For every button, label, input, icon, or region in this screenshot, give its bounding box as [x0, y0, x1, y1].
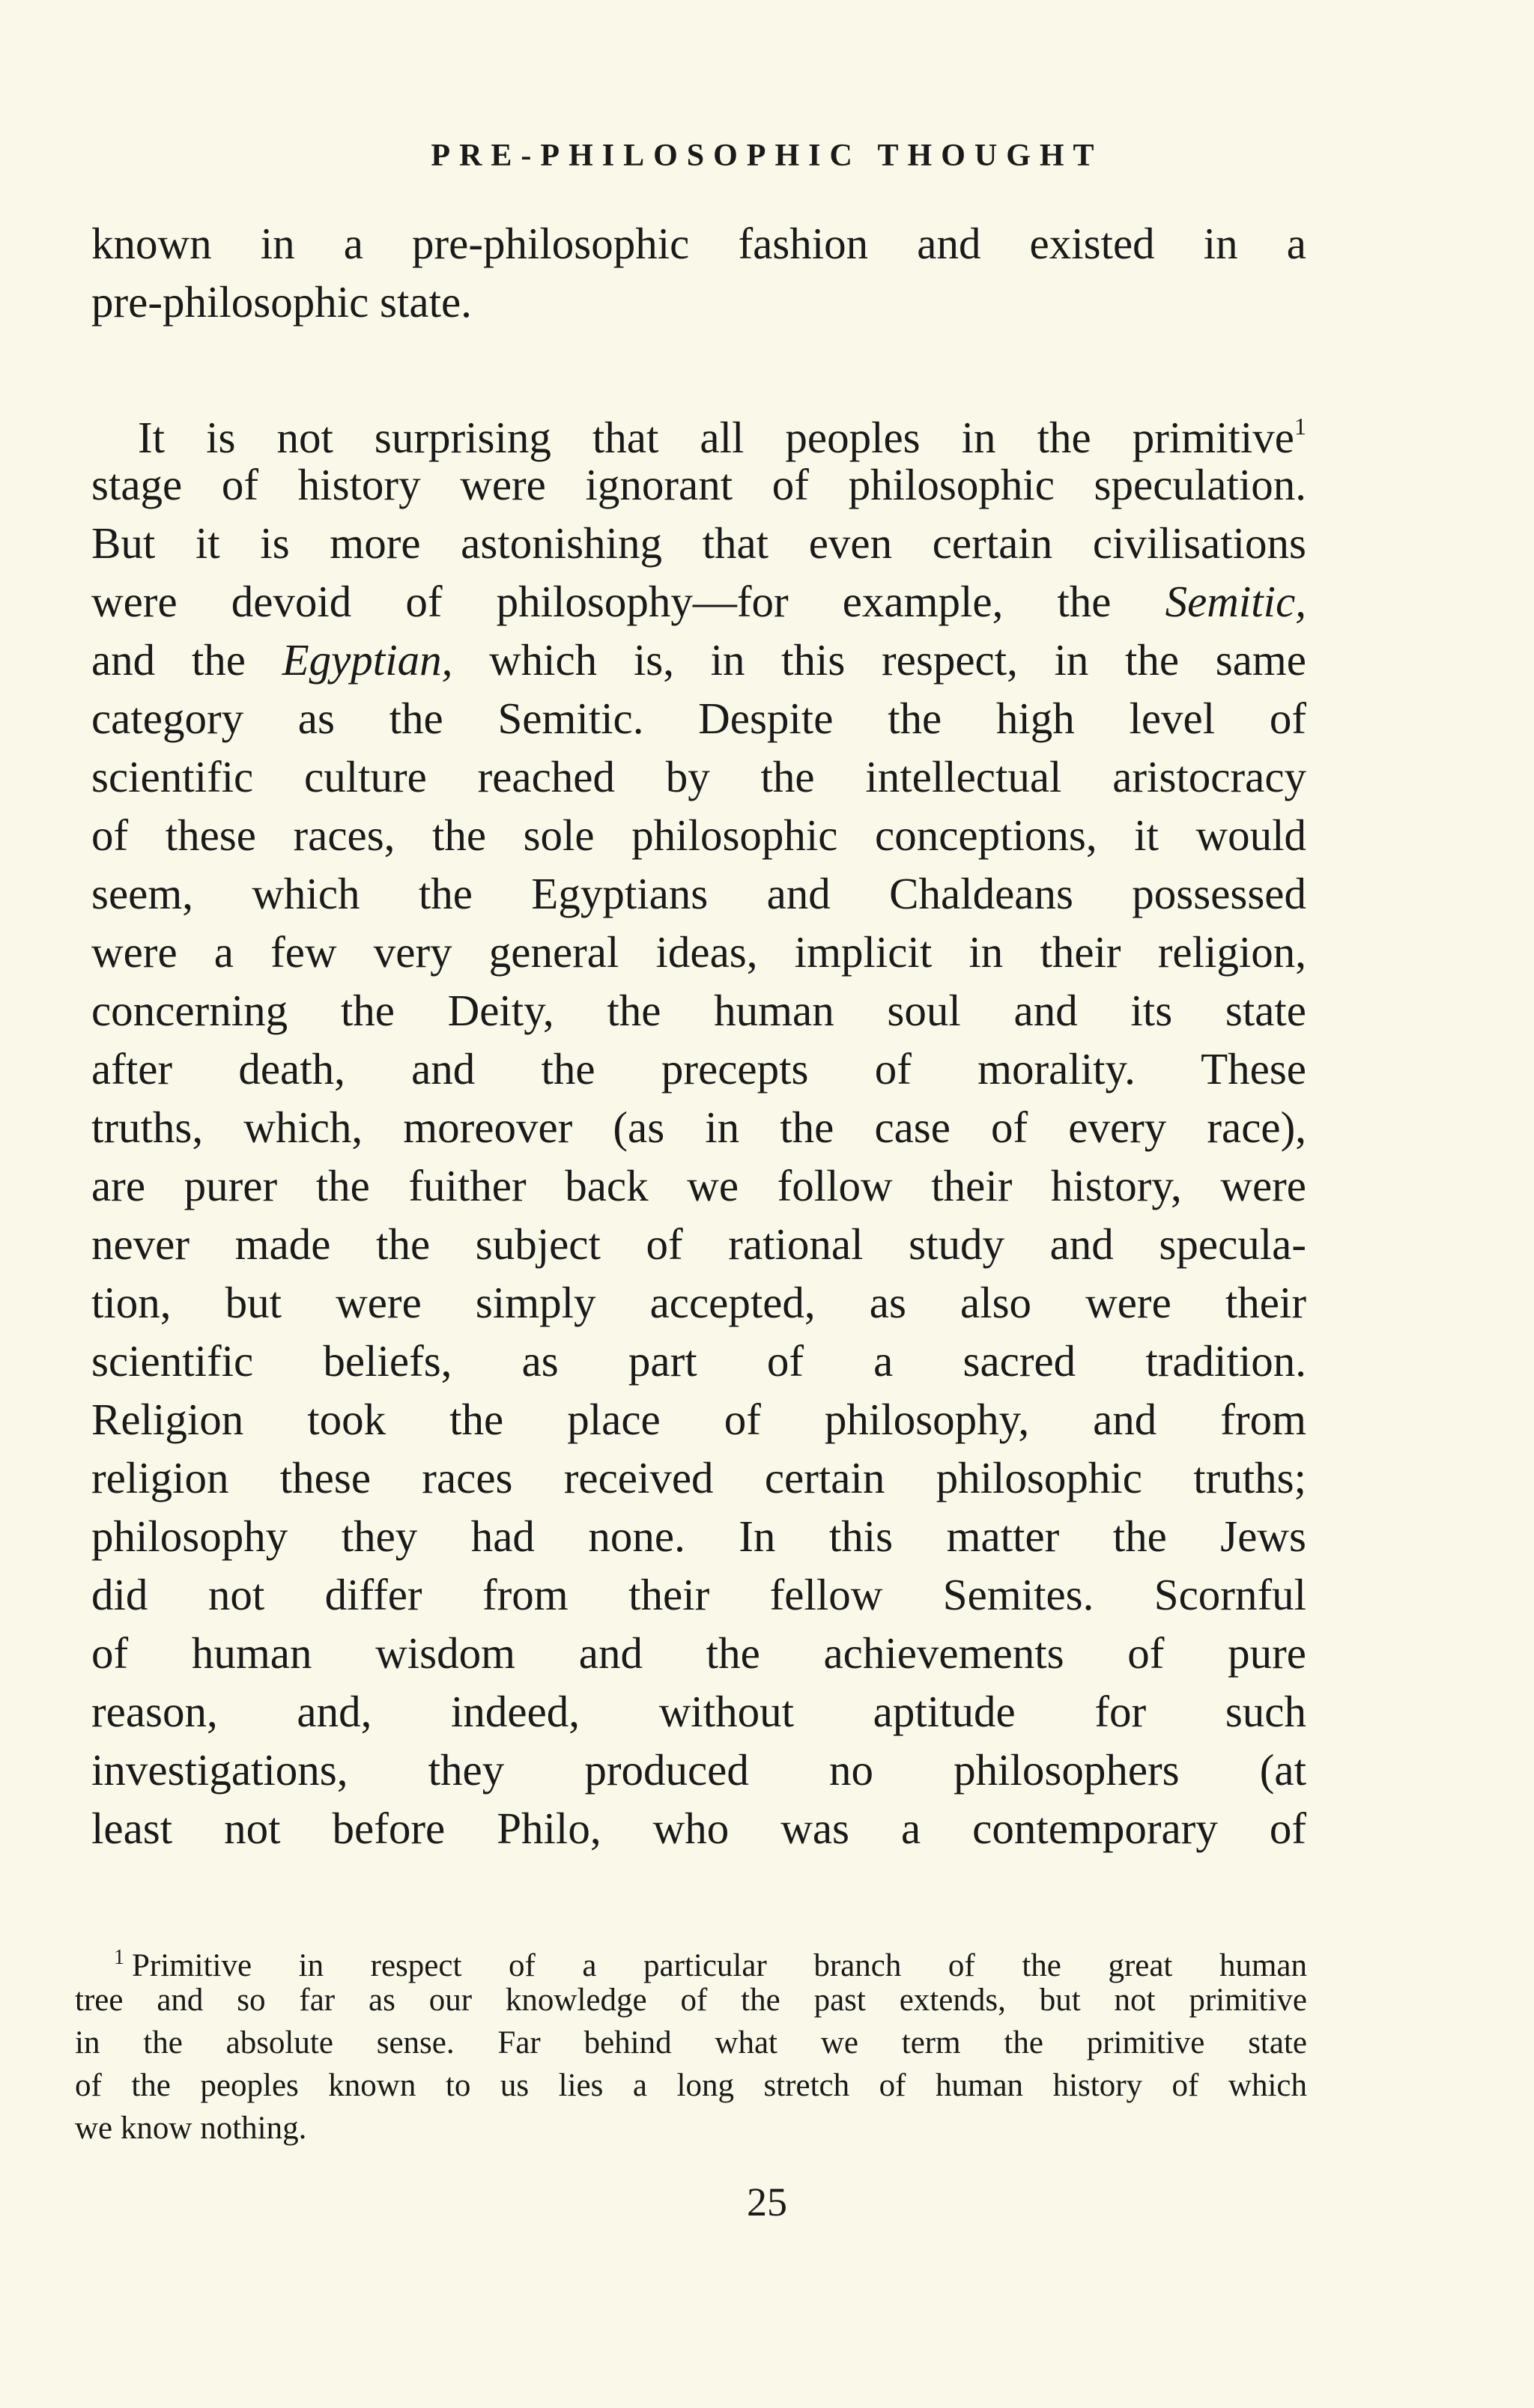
text-line [91, 397, 1306, 462]
text-segment: and the [91, 635, 246, 685]
text-segment: which is, in this respect, in the same [489, 635, 1306, 685]
running-head: PRE-PHILOSOPHIC THOUGHT [431, 139, 1103, 173]
text-line: reason, and, indeed, without aptitude for such [91, 1687, 1306, 1736]
footnote-reference: 1 [1294, 413, 1306, 440]
text-line [91, 631, 1306, 689]
text-line: were a few very general ideas, implicit in their religion, [91, 927, 1306, 977]
footnote-line: we know nothing. [75, 2111, 307, 2146]
footnote-text: Primitive in respect of a particular branch of the great human [132, 1948, 1307, 1983]
text-line: category as the Semitic. Despite the high level of [91, 694, 1306, 743]
paragraph-main [91, 397, 1306, 1857]
text-segment: were devoid of philosophy—for example, the [91, 577, 1112, 626]
text-line [91, 572, 1306, 631]
text-line: of these races, the sole philosophic conceptions, it would [91, 810, 1306, 860]
text-line: scientific culture reached by the intellectual aristocracy [91, 752, 1306, 801]
footnote-line: tree and so far as our knowledge of the past extends, but not primitive [75, 1983, 1307, 2018]
text-line: tion, but were simply accepted, as also were their [91, 1278, 1306, 1327]
text-line: of human wisdom and the achievements of pure [91, 1628, 1306, 1678]
footnote-line [75, 1936, 1307, 1983]
text-line: least not before Philo, who was a contemporary of [91, 1804, 1306, 1853]
page-number: 25 [747, 2180, 787, 2224]
text-line: Religion took the place of philosophy, and from [91, 1395, 1306, 1444]
text-line: concerning the Deity, the human soul and its state [91, 986, 1306, 1035]
footnote-line: of the peoples known to us lies a long stretch of human history of which [75, 2068, 1307, 2103]
italic-term: Egyptian, [282, 635, 453, 685]
text-segment: It is not surprising that all peoples in the primitive [138, 413, 1294, 462]
text-line: truths, which, moreover (as in the case of every race), [91, 1103, 1306, 1152]
text-line: are purer the fuither back we follow their history, were [91, 1161, 1306, 1210]
text-line: seem, which the Egyptians and Chaldeans possessed [91, 869, 1306, 918]
text-line: But it is more astonishing that even certain civilisations [91, 518, 1306, 568]
text-line: after death, and the precepts of morality. These [91, 1044, 1306, 1094]
text-line: pre-philosophic state. [91, 277, 472, 327]
text-line: scientific beliefs, as part of a sacred tradition. [91, 1336, 1306, 1386]
text-line: did not differ from their fellow Semites. Scornful [91, 1570, 1306, 1619]
text-line: religion these races received certain philosophic truths; [91, 1453, 1306, 1502]
text-line: investigations, they produced no philosophers (at [91, 1745, 1306, 1795]
paragraph-continued [91, 214, 1306, 331]
footnote-marker: 1 [114, 1946, 124, 1969]
italic-term: Semitic, [1165, 577, 1307, 626]
text-line: philosophy they had none. In this matter the Jews [91, 1511, 1306, 1561]
text-line: never made the subject of rational study and specula- [91, 1219, 1306, 1269]
text-line: known in a pre-philosophic fashion and existed in a [91, 219, 1306, 268]
footnote-line: in the absolute sense. Far behind what we term the primitive state [75, 2025, 1307, 2060]
footnote [75, 1936, 1307, 2150]
text-line: stage of history were ignorant of philosophic speculation. [91, 460, 1306, 509]
